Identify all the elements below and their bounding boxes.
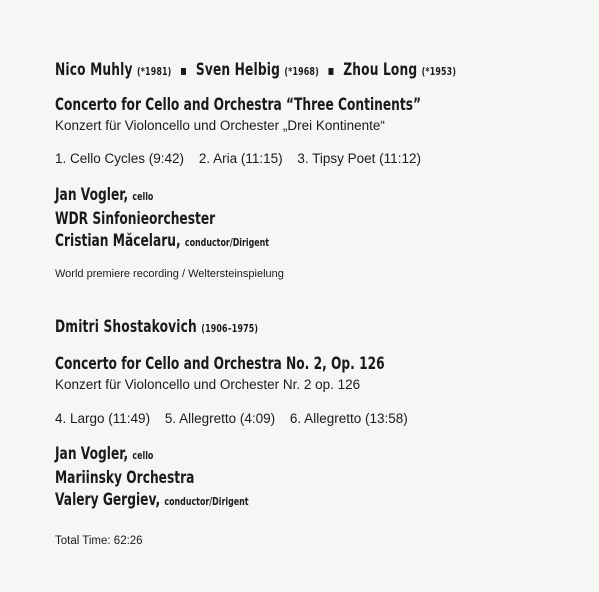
- work2-composer: [55, 317, 337, 337]
- work1-performers: [55, 184, 352, 254]
- track-item: 5. Allegretto (4:09): [164, 411, 276, 426]
- composer-name: Zhou Long: [343, 60, 418, 80]
- performer-role: cello: [132, 449, 154, 462]
- total-time: Total Time: 62:26: [55, 535, 143, 547]
- performer-line: Mariinsky Orchestra: [55, 467, 195, 488]
- work1-composers: [55, 60, 599, 80]
- performer-role: cello: [132, 190, 154, 203]
- composer-years: (*1968): [284, 65, 319, 78]
- composer-name: Nico Muhly: [55, 60, 133, 80]
- work2-performers: [55, 443, 324, 513]
- performer-line: WDR Sinfonieorchester: [55, 208, 216, 229]
- track-item: 3. Tipsy Poet (11:12): [297, 151, 421, 166]
- composer-years: (*1981): [137, 65, 172, 78]
- work1-subtitle: Konzert für Violoncello und Orchester „Drei Kontinente“: [55, 118, 385, 133]
- work2-tracklist: [55, 411, 408, 426]
- composer-years: (1906–1975): [201, 322, 259, 335]
- performer-line: Cristian Măcelaru, conductor/Dirigent: [55, 231, 270, 251]
- work1-title: Concerto for Cello and Orchestra “Three Continents”: [55, 95, 422, 115]
- separator-icon: ▪: [327, 63, 335, 79]
- work1-tracklist: [55, 151, 421, 166]
- work2-subtitle: Konzert für Violoncello und Orchester Nr. 2 op. 126: [55, 377, 361, 392]
- recording-note: World premiere recording / Weltersteinspielung: [55, 268, 284, 280]
- separator-icon: ▪: [180, 63, 188, 79]
- composer-years: (*1953): [421, 65, 457, 78]
- performer-line: Valery Gergiev, conductor/Dirigent: [55, 490, 249, 510]
- composer-name: Sven Helbig: [195, 60, 280, 80]
- performer-role: conductor/Dirigent: [184, 236, 270, 249]
- composer-name: Dmitri Shostakovich: [55, 317, 197, 337]
- track-item: 2. Aria (11:15): [198, 151, 283, 166]
- performer-line: Jan Vogler, cello: [55, 444, 154, 464]
- performer-role: conductor/Dirigent: [164, 495, 249, 508]
- track-item: 1. Cello Cycles (9:42): [55, 151, 185, 166]
- track-item: 4. Largo (11:49): [55, 411, 151, 426]
- work2-title: Concerto for Cello and Orchestra No. 2, Op. 126: [55, 354, 385, 374]
- performer-line: Jan Vogler, cello: [55, 185, 154, 205]
- track-item: 6. Allegretto (13:58): [289, 411, 408, 426]
